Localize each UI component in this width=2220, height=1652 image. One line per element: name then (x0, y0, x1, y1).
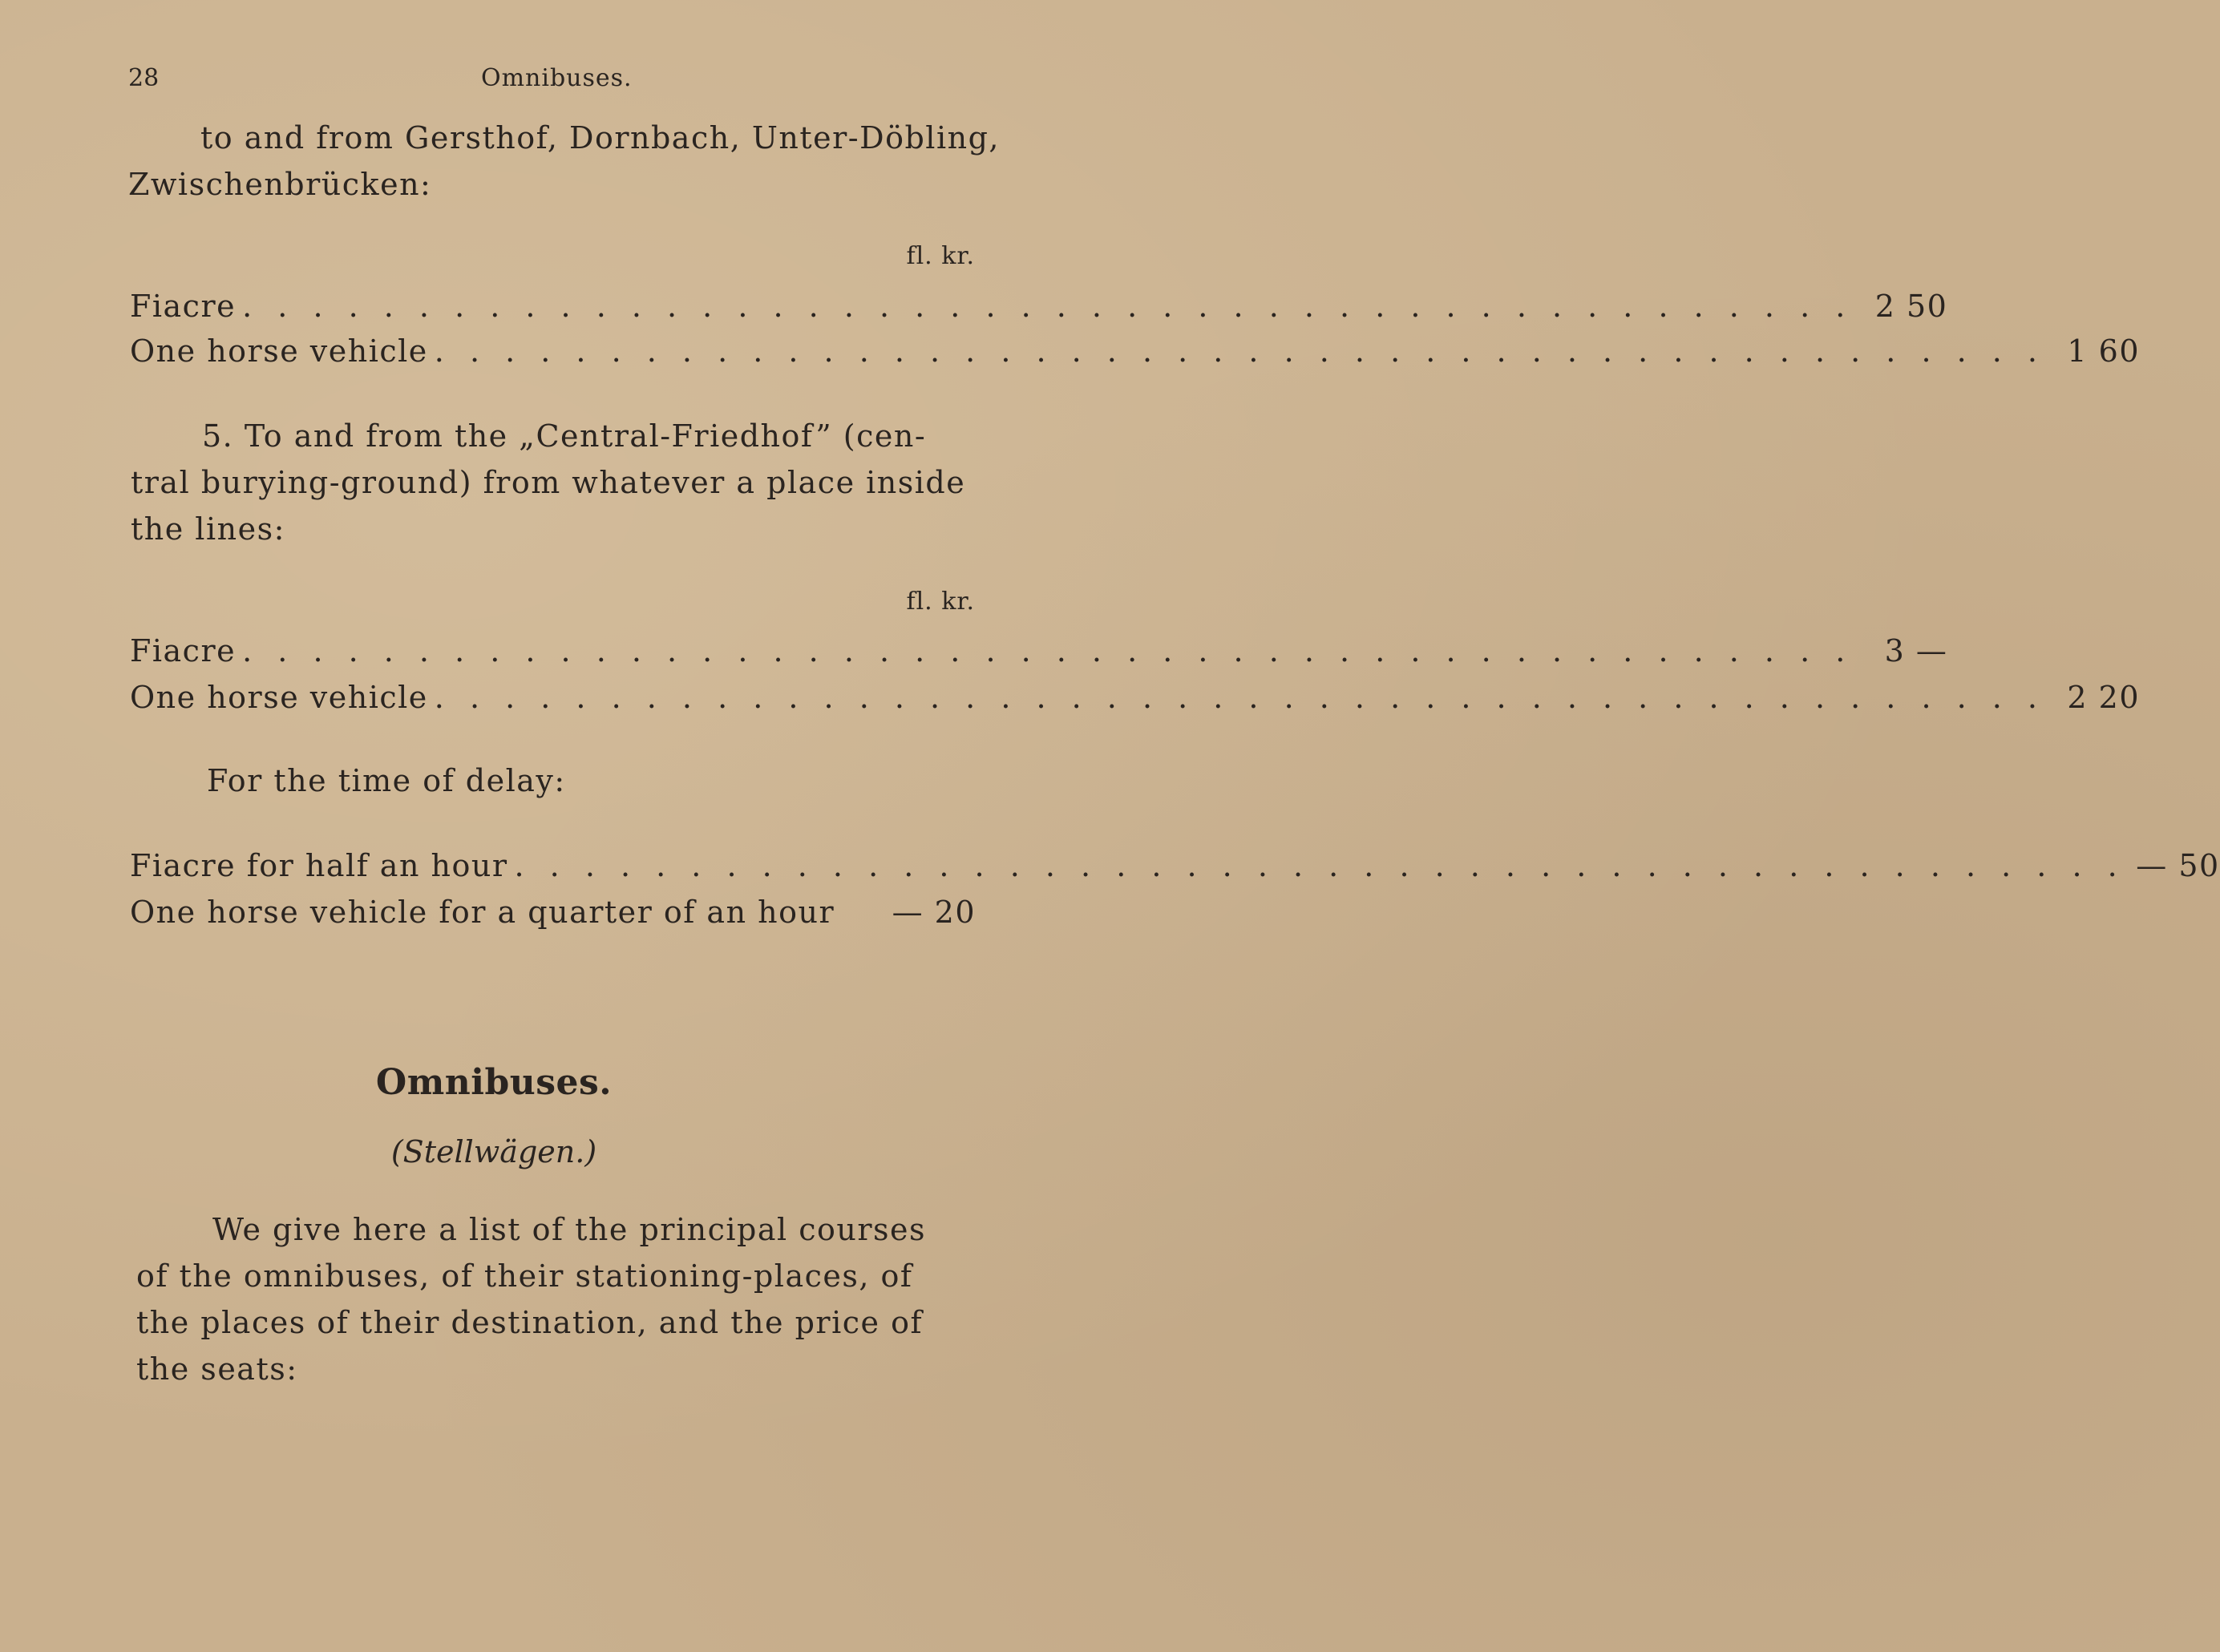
item-5-line-2: tral burying-ground) from whatever a place inside (131, 465, 966, 500)
leader-dots: . . . . . . . . . . . . . . . . . . . . . . . . . . . . . . . . . . . . . . . . . . . . . . (242, 633, 1854, 668)
running-title: Omnibuses. (481, 64, 633, 92)
paragraph-line-3: the places of their destination, and the price of (136, 1305, 924, 1340)
paragraph-line-4: the seats: (136, 1351, 298, 1387)
fare-value: — 50 (2136, 848, 2220, 883)
page-header (128, 64, 972, 96)
fare-value: 1 60 (2067, 333, 2140, 369)
delay-heading: For the time of delay: (207, 763, 566, 798)
intro-line-1: to and from Gersthof, Dornbach, Unter-Döbling, (200, 120, 1000, 156)
paragraph-line-2: of the omnibuses, of their stationing-places, of (136, 1258, 913, 1294)
section-title: Omnibuses. (375, 1062, 613, 1103)
leader-dots: . . . . . . . . . . . . . . . . . . . . . . . . . . . . . . . . . . . . . . . . . . . . . . (242, 289, 1854, 324)
fare-value: 3 — (1884, 633, 1948, 668)
section-subtitle: (Stellwägen.) (390, 1134, 597, 1169)
leader-dots: . . . . . . . . . . . . . . . . . . . . . . . . . . . . . . . . . . . . . . . . . . . . . . (514, 848, 2125, 883)
fare-value: 2 20 (2067, 680, 2140, 715)
intro-line-2: Zwischenbrücken: (128, 167, 432, 202)
fare-label: One horse vehicle for a quarter of an hour (130, 895, 835, 930)
fare-unit-header: fl. kr. (906, 588, 975, 616)
fare-row (130, 333, 2140, 374)
fare-label: Fiacre for half an hour (130, 848, 508, 883)
leader-dots: . . . . . . . . . . . . . . . . . . . . . . . . . . . . . . . . . . . . . . . . . . . . . . (434, 680, 2045, 715)
fare-unit-header: fl. kr. (906, 242, 975, 270)
paragraph-line-1: We give here a list of the principal courses (212, 1212, 927, 1247)
fare-row (130, 895, 976, 935)
fare-label: Fiacre (130, 289, 237, 324)
item-5-line-3: the lines: (131, 511, 285, 547)
fare-row (130, 289, 1948, 329)
fare-row (130, 633, 1948, 673)
leader-dots: . . . . . . . . . . . . . . . . . . . . . . . . . . . . . . . . . . . . . . . . . . . . . . (434, 333, 2045, 369)
page-number: 28 (128, 64, 160, 92)
fare-value: 2 50 (1874, 289, 1948, 324)
fare-row (130, 680, 2140, 720)
fare-label: One horse vehicle (130, 680, 428, 715)
fare-label: Fiacre (130, 633, 237, 668)
fare-row (130, 848, 2220, 888)
item-5-line-1: 5. To and from the „Central-Friedhof” (cen- (202, 418, 927, 454)
fare-value: — 20 (892, 895, 976, 930)
fare-label: One horse vehicle (130, 333, 428, 369)
